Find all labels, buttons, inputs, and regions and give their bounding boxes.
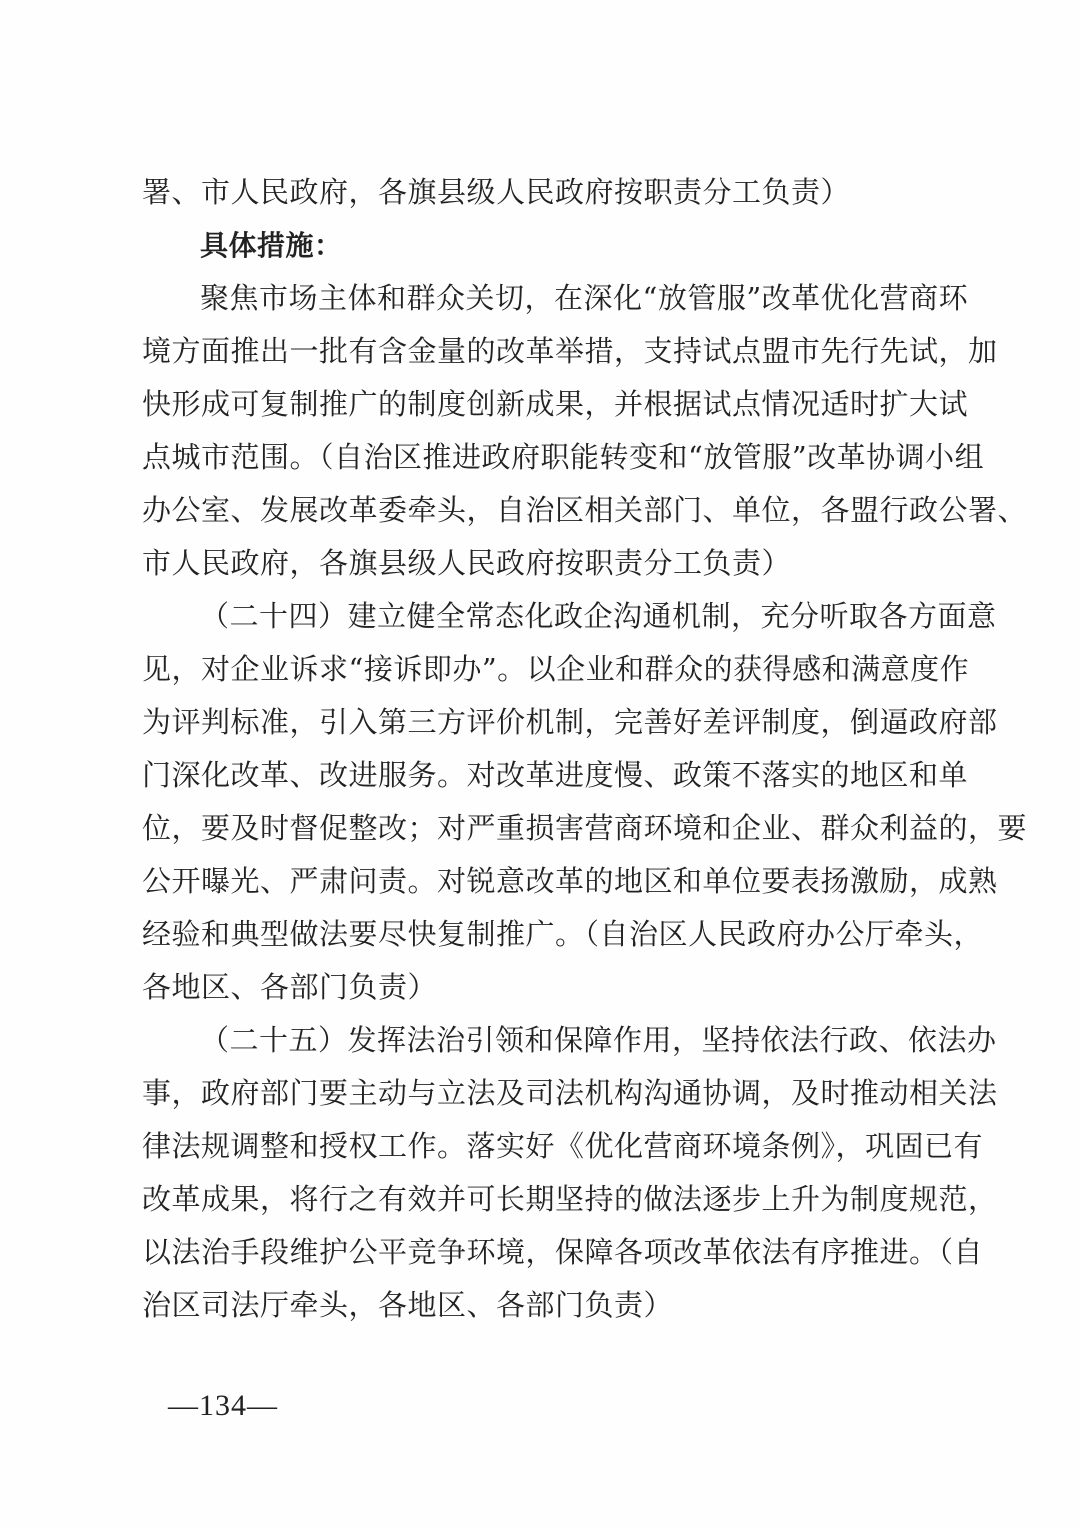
text-line: 快形成可复制推广的制度创新成果，并根据试点情况适时扩大试 [142,387,969,421]
text-line: （二十五）发挥法治引领和保障作用，坚持依法行政、依法办 [200,1023,997,1057]
text-line: 改革成果，将行之有效并可长期坚持的做法逐步上升为制度规范， [142,1182,998,1216]
section-heading: 具体措施： [200,229,343,262]
text-line: （二十四）建立健全常态化政企沟通机制，充分听取各方面意 [200,599,997,633]
text-line: 事，政府部门要主动与立法及司法机构沟通协调，及时推动相关法 [142,1076,998,1110]
text-line: 治区司法厅牵头，各地区、各部门负责） [142,1288,674,1322]
text-line: 门深化改革、改进服务。对改革进度慢、政策不落实的地区和单 [142,758,969,792]
text-line: 办公室、发展改革委牵头，自治区相关部门、单位，各盟行政公署、 [142,493,1028,527]
text-line: 市人民政府，各旗县级人民政府按职责分工负责） [142,546,792,580]
text-line: 境方面推出一批有含金量的改革举措，支持试点盟市先行先试，加 [142,334,998,368]
text-line: 律法规调整和授权工作。落实好《优化营商环境条例》，巩固已有 [142,1129,984,1163]
text-line: 为评判标准，引入第三方评价机制，完善好差评制度，倒逼政府部 [142,705,998,739]
text-line: 公开曝光、严肃问责。对锐意改革的地区和单位要表扬激励，成熟 [142,864,998,898]
text-line: 位，要及时督促整改；对严重损害营商环境和企业、群众利益的，要 [142,811,1028,845]
text-line: 聚焦市场主体和群众关切，在深化“放管服”改革优化营商环 [200,281,969,315]
body-text [142,166,1028,1332]
text-line: 见，对企业诉求“接诉即办”。以企业和群众的获得感和满意度作 [142,652,970,686]
text-line: 署、市人民政府，各旗县级人民政府按职责分工负责） [142,175,851,209]
text-line: 各地区、各部门负责） [142,970,438,1004]
text-line: 经验和典型做法要尽快复制推广。（自治区人民政府办公厅牵头， [142,917,984,951]
text-line: 点城市范围。（自治区推进政府职能转变和“放管服”改革协调小组 [142,440,985,474]
page-number: —134— [168,1389,278,1422]
text-line: 以法治手段维护公平竞争环境，保障各项改革依法有序推进。（自 [142,1235,984,1269]
